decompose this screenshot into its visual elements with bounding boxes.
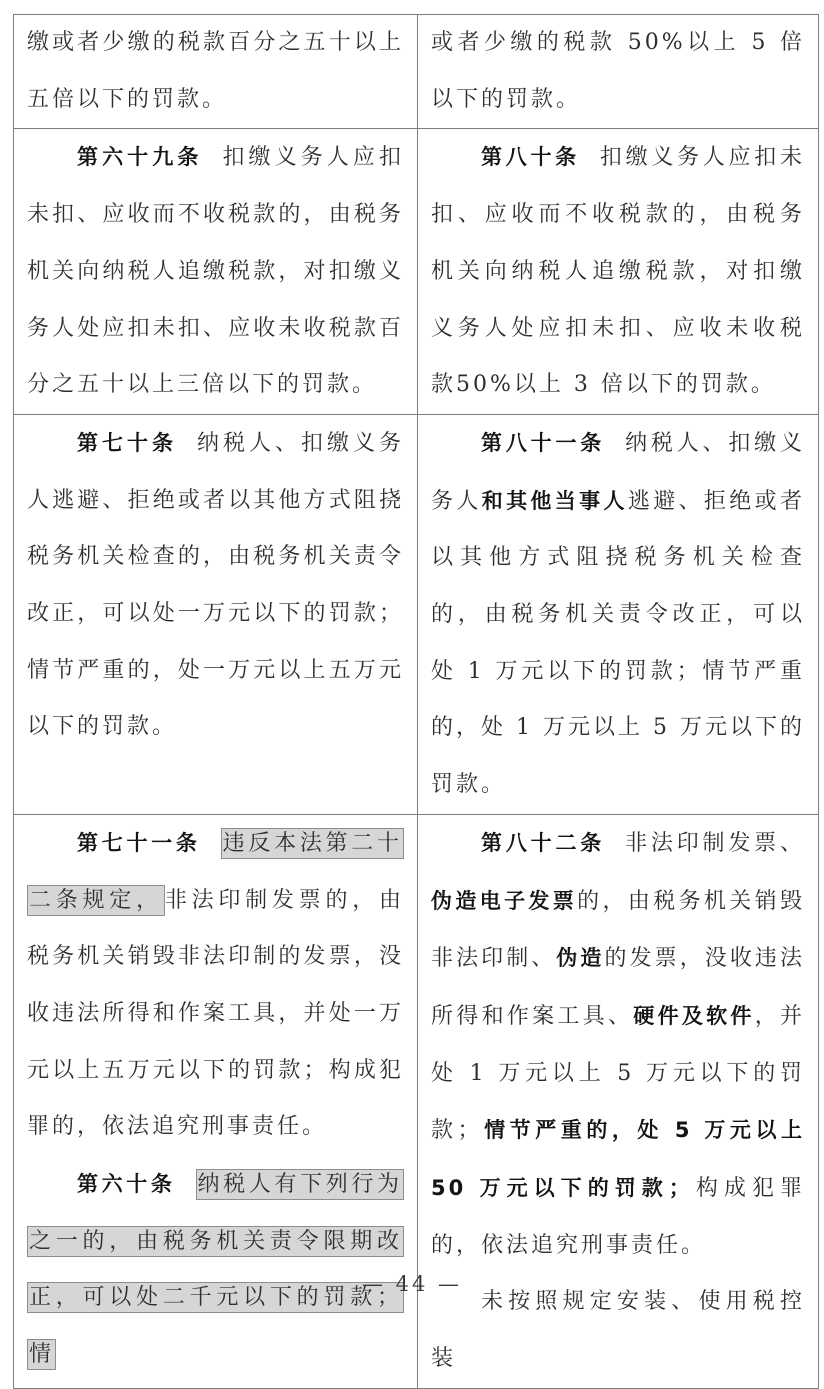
highlighted-text: 违反本法第二十二条规定， — [27, 828, 404, 916]
paragraph — [431, 815, 805, 1275]
text-segment: 未按照规定安装、使用税控装 — [431, 1289, 805, 1372]
paragraph — [27, 415, 404, 756]
table-row — [14, 15, 819, 129]
paragraph — [27, 15, 404, 128]
text-segment: 扣缴义务人应扣未扣、应收而不收税款的，由税务机关向纳税人追缴税款，对扣缴义务人处应扣未扣、应收未收税款百分之五十以上三倍以下的罚款。 — [27, 145, 404, 398]
paragraph — [431, 129, 805, 414]
text-segment: 纳税人、扣缴义务人逃避、拒绝或者以其他方式阻挠税务机关检查的，由税务机关责令改正，可以处一万元以下的罚款；情节严重的，处一万元以上五万元以下的罚款。 — [27, 430, 404, 740]
cell-old-law-article-70 — [14, 414, 418, 814]
page-number: — 44 — — [361, 1272, 463, 1296]
text-segment: 缴或者少缴的税款百分之五十以上五倍以下的罚款。 — [27, 30, 404, 112]
cell-new-law-article-81 — [418, 414, 819, 814]
text-segment: 纳税人、扣缴义务人 — [431, 430, 805, 514]
text-segment: 构成犯罪的，依法追究刑事责任。 — [431, 1176, 805, 1258]
text-segment: 扣缴义务人应扣未扣、应收而不收税款的，由税务机关向纳税人追缴税款，对扣缴义务人处应扣未扣、应收未收税款50%以上 3 倍以下的罚款。 — [431, 145, 805, 398]
comparison-table-body — [14, 15, 819, 1389]
law-comparison-table — [13, 14, 819, 1389]
text-segment: 和其他当事人 — [481, 488, 628, 513]
text-segment: 非法印制发票的，由税务机关销毁非法印制的发票，没收违法所得和作案工具，并处一万元以上五万元以下的罚款；构成犯罪的，依法追究刑事责任。 — [27, 887, 404, 1140]
text-segment: 逃避、拒绝或者以其他方式阻挠税务机关检查的，由税务机关责令改正，可以处 1 万元以下的罚款；情节严重的，处 1 万元以上 5 万元以下的罚款。 — [431, 488, 805, 798]
cell-old-law-articles-71-60 — [14, 814, 418, 1388]
text-segment: 伪造电子发票 — [431, 888, 578, 913]
article-number: 第八十条 — [481, 145, 580, 170]
table-row — [14, 129, 819, 415]
cell-new-law-article-80 — [418, 129, 819, 415]
text-segment: ，并处 1 万元以上 5 万元以下的罚款； — [431, 1003, 805, 1144]
cell-new-law-article-82 — [418, 814, 819, 1388]
text-segment: 的，由税务机关销毁非法印制、 — [431, 888, 805, 972]
text-segment: 或者少缴的税款 50%以上 5 倍以下的罚款。 — [431, 30, 805, 112]
cell-old-law-article-69 — [14, 129, 418, 415]
article-number: 第六十九条 — [77, 145, 203, 170]
paragraph — [431, 415, 805, 814]
article-number: 第八十二条 — [481, 830, 606, 855]
text-segment: 伪造 — [556, 946, 605, 971]
cell-new-law-continuation — [418, 15, 819, 129]
text-segment: 非法印制发票、 — [625, 830, 805, 856]
article-number: 第七十一条 — [77, 830, 201, 855]
paragraph — [27, 129, 404, 414]
text-segment: 的发票，没收违法所得和作案工具、 — [431, 946, 805, 1029]
highlighted-text: 纳税人有下列行为之一的，由税务机关责令限期改正，可以处二千元以下的罚款；情 — [27, 1169, 404, 1370]
paragraph — [27, 815, 404, 1156]
paragraph — [431, 15, 805, 128]
table-row — [14, 814, 819, 1388]
text-segment: 硬件及软件 — [633, 1003, 755, 1028]
table-row — [14, 414, 819, 814]
text-segment: 情节严重的，处 5 万元以上 50 万元以下的罚款； — [431, 1118, 805, 1201]
article-number: 第六十条 — [77, 1172, 176, 1197]
article-number: 第八十一条 — [481, 430, 606, 455]
paragraph — [27, 1156, 404, 1384]
cell-old-law-continuation — [14, 15, 418, 129]
article-number: 第七十条 — [77, 430, 177, 455]
